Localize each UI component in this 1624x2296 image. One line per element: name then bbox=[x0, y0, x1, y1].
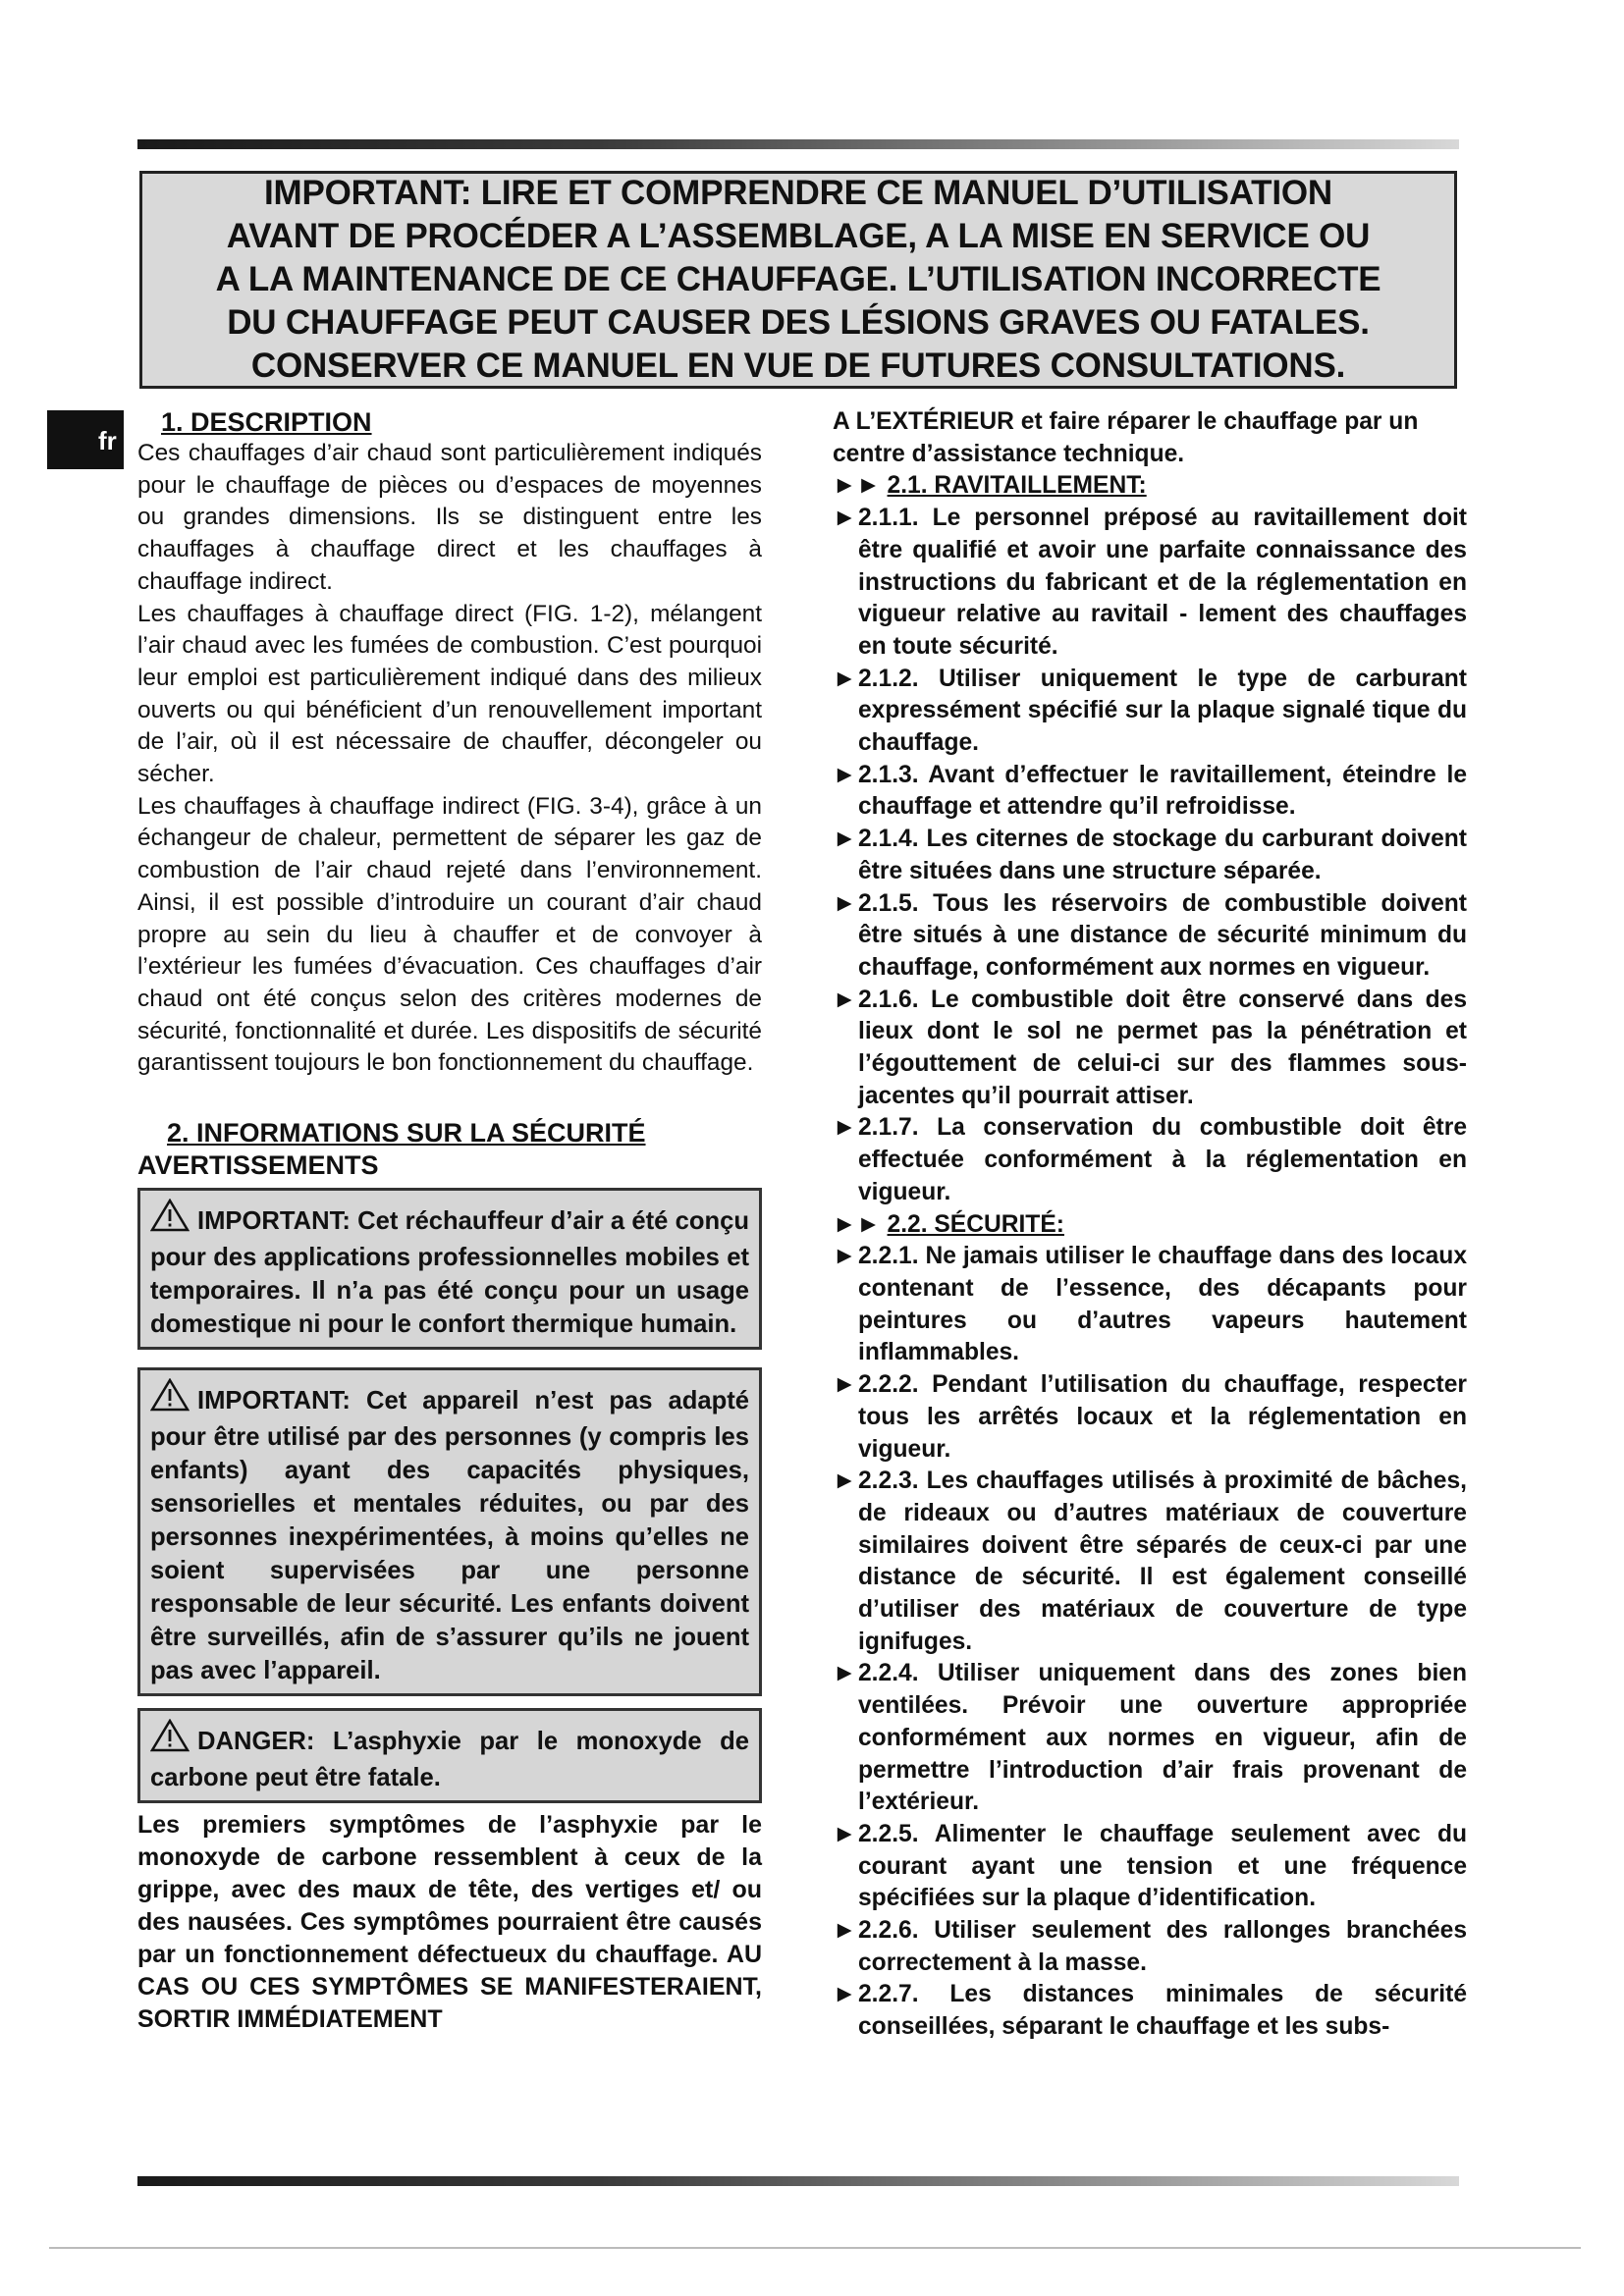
warning-box-danger bbox=[137, 1708, 762, 1803]
language-tab: fr bbox=[47, 410, 124, 469]
right-column bbox=[833, 406, 1467, 2044]
list-item bbox=[833, 1915, 1467, 1979]
list-item-text: 2.2.4. Utiliser uniquement dans des zones bien ventilées. Prévoir une ouverture appropriée conformément aux normes en vigueur, afin de permettre l’introduction d’air frais provenant de l’extérieur. bbox=[858, 1660, 1467, 1816]
warning-box-professional bbox=[137, 1188, 762, 1350]
list-item bbox=[833, 503, 1467, 664]
list-item bbox=[833, 664, 1467, 760]
bullet-arrow-icon: ► bbox=[833, 505, 857, 532]
list-item-text: 2.1.6. Le combustible doit être conservé dans des lieux dont le sol ne permet pas la pénétration et l’égouttement de celui-ci sur des flammes sous-jacentes qu’il pourrait attiser. bbox=[858, 986, 1467, 1109]
paragraph: Les chauffages à chauffage indirect (FIG. 3-4), grâce à un échangeur de chaleur, permettent de séparer les gaz de combustion de l’air chaud rejeté dans l’environnement. Ainsi, il est possible d’introduire un courant d’air chaud propre au sein du lieu à chauffer et de convoyer à l’extérieur les fumées d’évacuation. Ces chauffages d’air chaud ont été conçus selon des critères modernes de sécurité, fonctionnalité et durée. Les dispositifs de sécurité garantissent toujours le bon fonctionnement du chauffage. bbox=[137, 792, 762, 1077]
list-item bbox=[833, 1369, 1467, 1466]
warning-triangle-icon bbox=[150, 1719, 189, 1761]
list-item-text: 2.2.2. Pendant l’utilisation du chauffage, respecter tous les arrêtés locaux et la réglementation en vigueur. bbox=[858, 1371, 1467, 1463]
list-item bbox=[833, 1658, 1467, 1819]
paragraph: Ces chauffages d’air chaud sont particulièrement indiqués pour le chauffage de pièces ou d’espaces de moyennes ou grandes dimensions. Ils se distinguent entre les chauffages à chauffage direct et les chauffages à chauffage indirect. bbox=[137, 440, 762, 595]
list-item bbox=[833, 760, 1467, 824]
bullet-arrow-icon: ► bbox=[833, 761, 857, 788]
list-item bbox=[833, 985, 1467, 1113]
bullet-arrow-icon: ► bbox=[833, 1243, 857, 1270]
danger-text: DANGER: L’asphyxie par le monoxyde de carbone peut être fatale. bbox=[150, 1728, 749, 1792]
bullet-arrow-icon: ► bbox=[833, 1820, 857, 1847]
list-item-text: 2.1.5. Tous les réservoirs de combustible doivent être situés à une distance de sécurité minimum du chauffage, conformément aux normes en vigueur. bbox=[858, 889, 1467, 981]
bullet-arrow-icon: ► bbox=[833, 1660, 857, 1687]
important-banner bbox=[139, 171, 1457, 389]
paragraph: Les chauffages à chauffage direct (FIG. 1-2), mélangent l’air chaud avec les fumées de combustion. C’est pourquoi leur emploi est particulièrement indiqué dans des milieux ouverts ou qui bénéficient d’un renouvellement important de l’air, où il est nécessaire de chauffer, décongeler ou sécher. bbox=[137, 600, 762, 788]
list-item bbox=[833, 1466, 1467, 1658]
list-2-1 bbox=[833, 503, 1467, 1208]
banner-line: IMPORTANT: LIRE ET COMPRENDRE CE MANUEL D’UTILISATION bbox=[263, 174, 1332, 212]
warning-box-persons bbox=[137, 1367, 762, 1696]
list-item-text: 2.1.4. Les citernes de stockage du carburant doivent être situées dans une structure séparée. bbox=[858, 826, 1467, 884]
list-item bbox=[833, 888, 1467, 985]
list-item bbox=[833, 1112, 1467, 1208]
list-item-text: 2.1.7. La conservation du combustible doit être effectuée conformément à la réglementation en vigueur. bbox=[858, 1114, 1467, 1205]
subsection-2-2-heading bbox=[833, 1209, 1467, 1242]
section-1-title: 1. DESCRIPTION bbox=[161, 407, 372, 437]
section-2-heading bbox=[137, 1117, 762, 1182]
list-item-text: 2.1.3. Avant d’effectuer le ravitaillement, éteindre le chauffage et attendre qu’il refroidisse. bbox=[858, 761, 1467, 821]
bullet-arrow-icon: ► bbox=[833, 665, 857, 692]
bullet-arrow-icon: ► bbox=[833, 889, 857, 917]
section-1-body bbox=[137, 438, 762, 1080]
banner-line: CONSERVER CE MANUEL EN VUE DE FUTURES CONSULTATIONS. bbox=[250, 347, 1346, 385]
list-item-text: 2.2.1. Ne jamais utiliser le chauffage dans des locaux contenant de l’essence, des décapants pour peintures ou d’autres vapeurs hautement inflammables. bbox=[858, 1243, 1467, 1366]
bullet-arrow-icon: ► bbox=[833, 1468, 857, 1495]
list-item bbox=[833, 1819, 1467, 1915]
warning-text: IMPORTANT: Cet appareil n’est pas adapté pour être utilisé par des personnes (y compris les enfants) ayant des capacités physiques, sensorielles et mentales réduites, ou par des personnes inexpérimentées, à moins qu’elles ne soient supervisées par une personne responsable de leur sécurité. Les enfants doivent être surveillés, afin de s’assurer qu’ils ne jouent pas avec l’appareil. bbox=[150, 1387, 749, 1685]
warnings-subtitle: AVERTISSEMENTS bbox=[137, 1150, 379, 1181]
banner-text bbox=[216, 172, 1381, 388]
banner-line: AVANT DE PROCÉDER A L’ASSEMBLAGE, A LA MISE EN SERVICE OU bbox=[226, 217, 1371, 255]
subsection-2-1-title: 2.1. RAVITAILLEMENT: bbox=[887, 472, 1147, 500]
banner-line: A LA MAINTENANCE DE CE CHAUFFAGE. L’UTILISATION INCORRECTE bbox=[215, 260, 1381, 298]
double-arrow: ►► bbox=[833, 472, 881, 500]
bullet-arrow-icon: ► bbox=[833, 1981, 857, 2008]
warning-triangle-icon bbox=[150, 1199, 189, 1241]
subsection-2-1-heading bbox=[833, 470, 1467, 503]
banner-line: DU CHAUFFAGE PEUT CAUSER DES LÉSIONS GRAVES OU FATALES. bbox=[227, 303, 1370, 342]
list-item-text: 2.1.2. Utiliser uniquement le type de carburant expressément spécifié sur la plaque signalé tique du chauffage. bbox=[858, 665, 1467, 757]
list-item-text: 2.2.6. Utiliser seulement des rallonges branchées correctement à la masse. bbox=[858, 1917, 1467, 1976]
bullet-arrow-icon: ► bbox=[833, 1917, 857, 1945]
warning-text: IMPORTANT: Cet réchauffeur d’air a été conçu pour des applications professionnelles mobiles et temporaires. Il n’a pas été conçu pour un usage domestique ni pour le confort thermique humain. bbox=[150, 1207, 749, 1339]
top-rule bbox=[137, 139, 1459, 149]
list-item bbox=[833, 824, 1467, 887]
list-item bbox=[833, 1241, 1467, 1369]
bullet-arrow-icon: ► bbox=[833, 986, 857, 1013]
subsection-2-2-title: 2.2. SÉCURITÉ: bbox=[887, 1210, 1064, 1238]
bottom-rule bbox=[137, 2176, 1459, 2186]
continuation-text: A L’EXTÉRIEUR et faire réparer le chauffage par un centre d’assistance technique. bbox=[833, 408, 1419, 467]
bullet-arrow-icon: ► bbox=[833, 826, 857, 853]
list-item-text: 2.1.1. Le personnel préposé au ravitaillement doit être qualifié et avoir une parfaite connaissance des instructions du fabricant et de la réglementation en vigueur relative au ravitail - lement des chauffages en toute sécurité. bbox=[858, 505, 1467, 660]
warning-triangle-icon bbox=[150, 1378, 189, 1420]
list-item bbox=[833, 1979, 1467, 2043]
co-symptoms-text: Les premiers symptômes de l’asphyxie par le monoxyde de carbone ressemblent à ceux de la grippe, avec des maux de tête, des vertiges et/ ou des nausées. Ces symptômes pourraient être causés par un fonctionnement défectueux du chauffage. AU CAS OU CES SYMPTÔMES SE MANIFESTERAIENT, SORTIR IMMÉDIATEMENT bbox=[137, 1811, 762, 2034]
double-arrow: ►► bbox=[833, 1210, 881, 1238]
list-item-text: 2.2.5. Alimenter le chauffage seulement avec du courant ayant une tension et une fréquence spécifiées sur la plaque d’identification. bbox=[858, 1820, 1467, 1912]
left-column bbox=[137, 406, 762, 2036]
list-2-2 bbox=[833, 1241, 1467, 2044]
bullet-arrow-icon: ► bbox=[833, 1371, 857, 1399]
list-item-text: 2.2.7. Les distances minimales de sécurité conseillées, séparant le chauffage et les subs- bbox=[858, 1981, 1467, 2041]
footer-line bbox=[49, 2247, 1581, 2249]
bullet-arrow-icon: ► bbox=[833, 1114, 857, 1142]
section-2-title: 2. INFORMATIONS SUR LA SÉCURITÉ bbox=[167, 1118, 646, 1148]
list-item-text: 2.2.3. Les chauffages utilisés à proximité de bâches, de rideaux ou d’autres matériaux de couverture similaires doivent être séparés de ceux-ci par une distance de sécurité. Il est également conseillé d’utiliser des matériaux de couverture de type ignifuges. bbox=[858, 1468, 1467, 1655]
